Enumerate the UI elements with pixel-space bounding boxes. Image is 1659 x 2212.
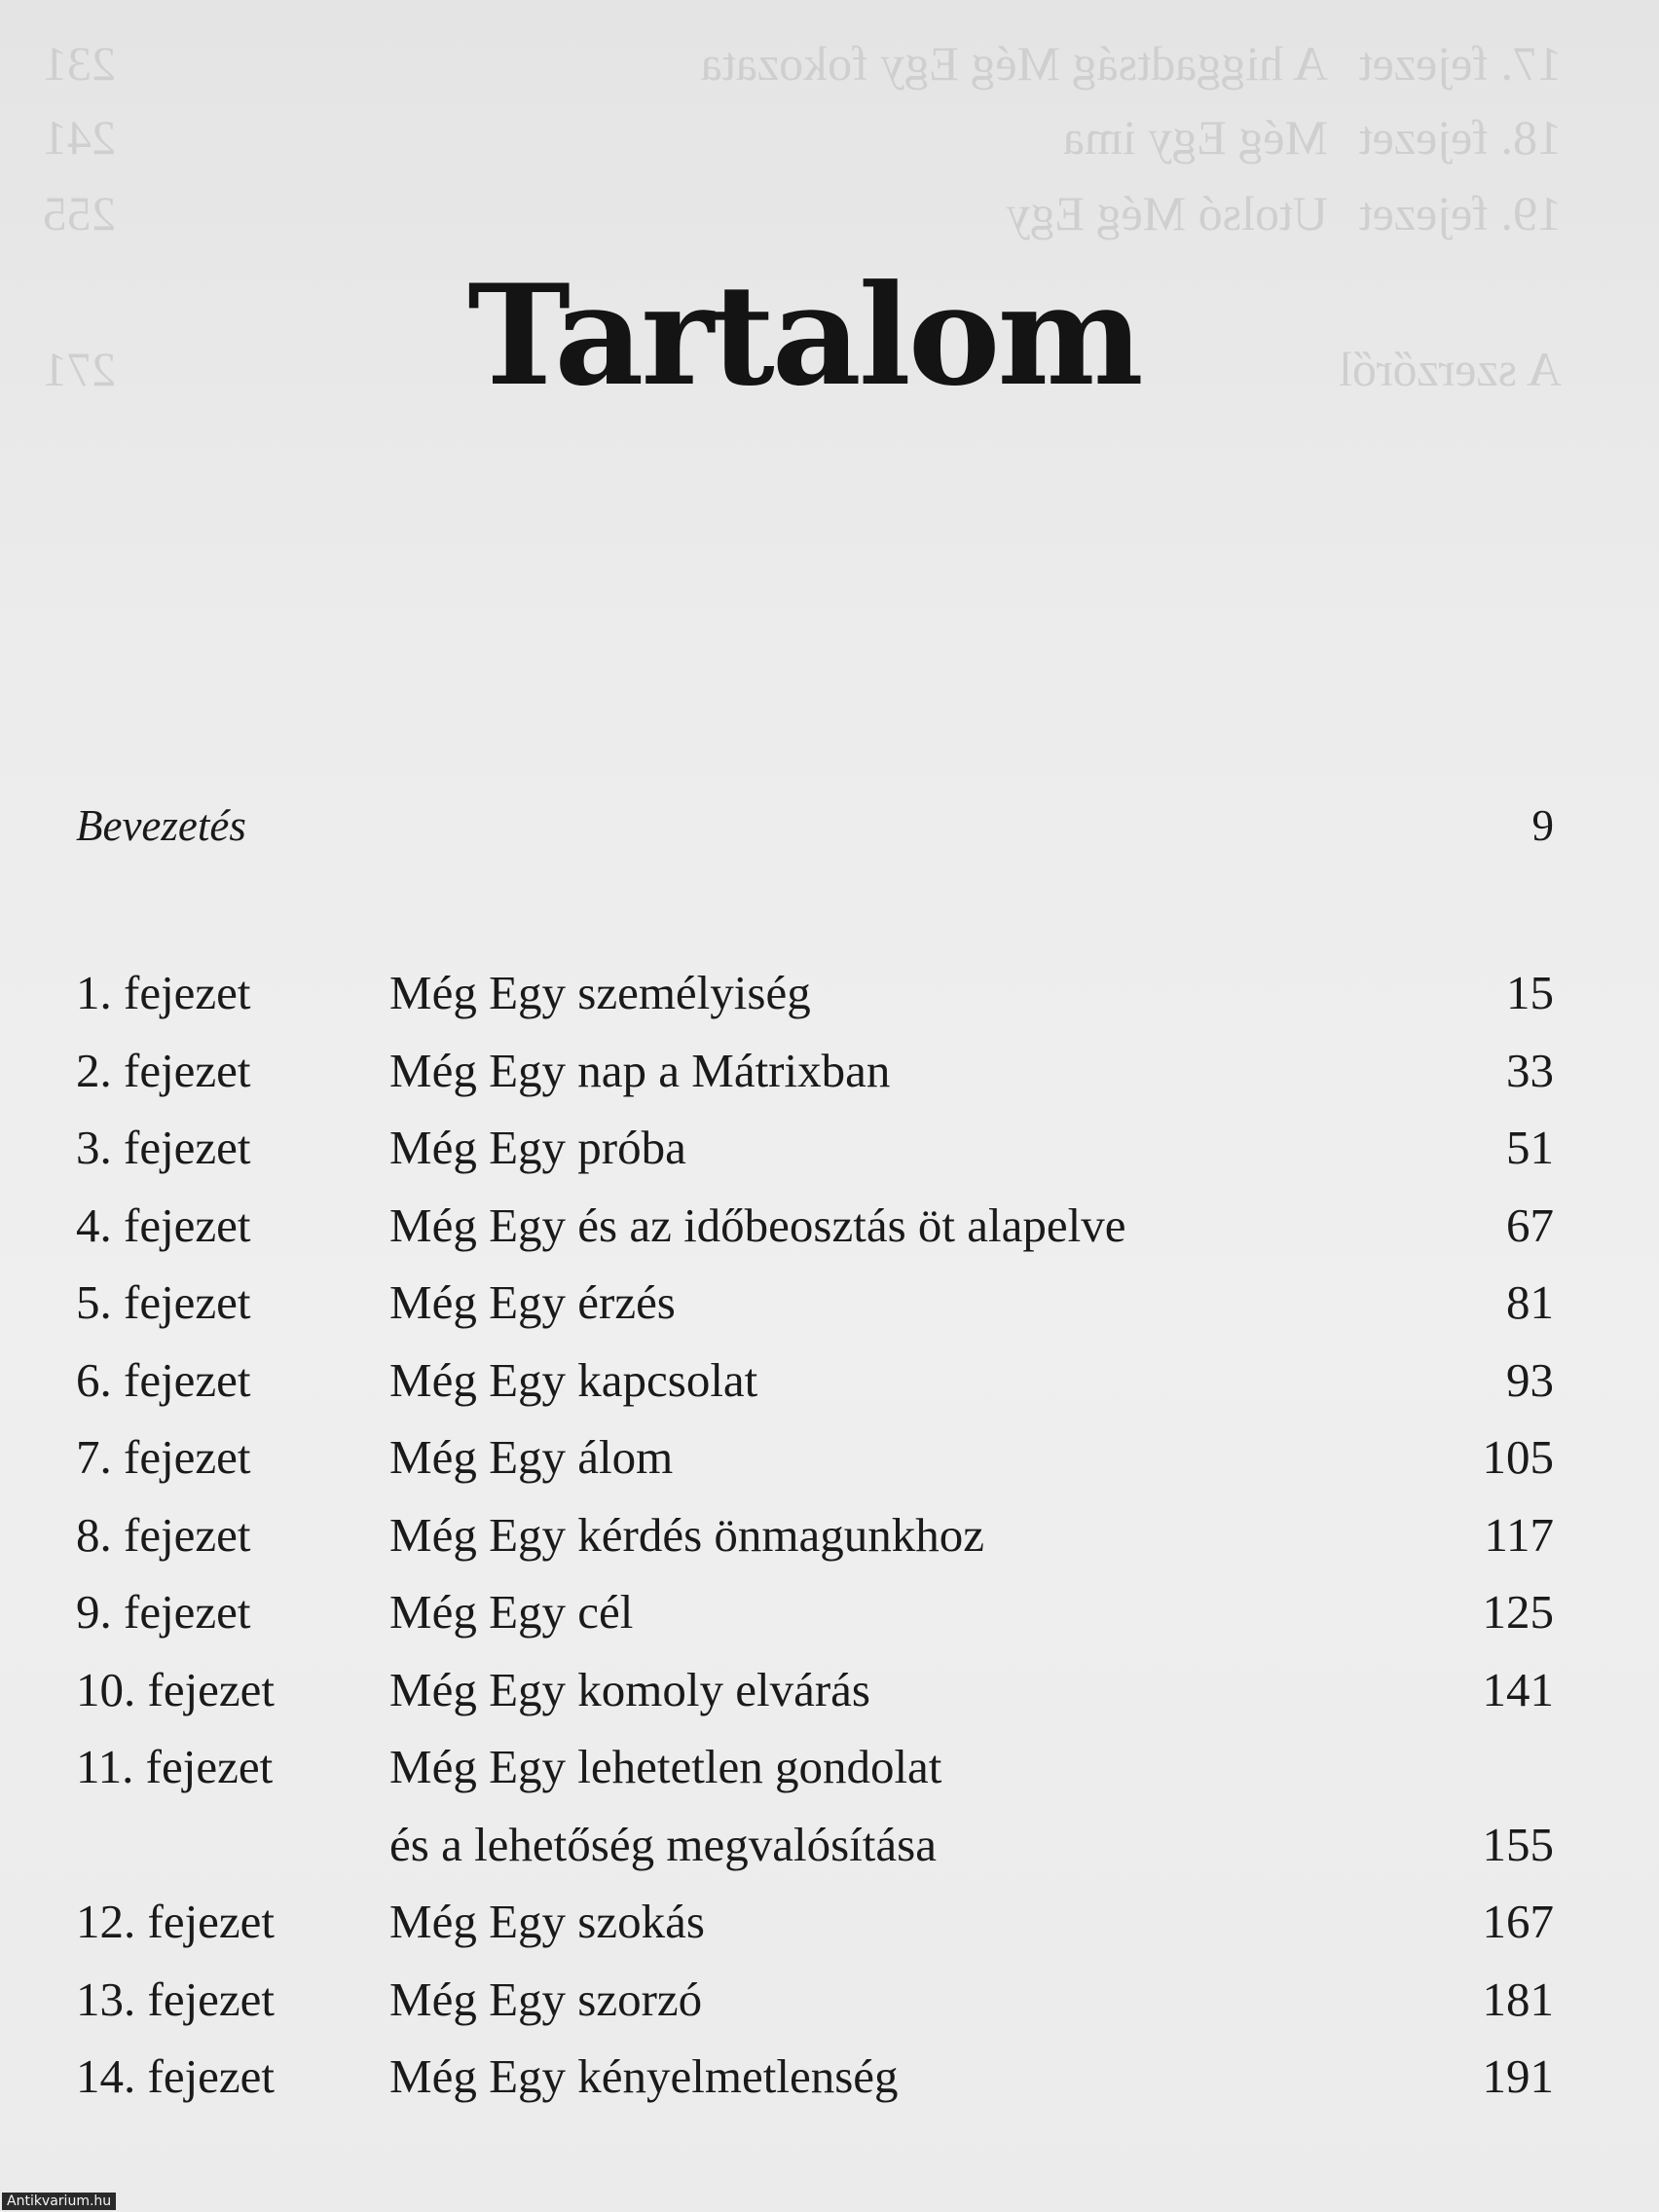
- chapter-number: 12. fejezet: [76, 1895, 276, 1948]
- chapter-title: Még Egy és az időbeosztás öt alapelve: [389, 1198, 1126, 1252]
- chapter-number: 8. fejezet: [76, 1507, 251, 1562]
- chapter-title: Még Egy álom: [389, 1430, 674, 1484]
- toc-row: [76, 1342, 1554, 1419]
- page-number: 191: [1482, 2049, 1554, 2103]
- chapter-number: 10. fejezet: [76, 1662, 276, 1716]
- chapter-number: 4. fejezet: [76, 1198, 251, 1252]
- toc-row: [76, 1187, 1554, 1265]
- chapter-title: Még Egy nap a Mátrixban: [389, 1043, 891, 1097]
- chapter-number: 5. fejezet: [76, 1275, 251, 1329]
- chapter-title: Még Egy kérdés önmagunkhoz: [389, 1507, 984, 1562]
- chapter-number: 14. fejezet: [76, 2049, 276, 2103]
- intro-page-number: 9: [1531, 801, 1554, 850]
- toc-row: [76, 1109, 1554, 1187]
- page-number: 67: [1506, 1198, 1554, 1252]
- chapter-number: 9. fejezet: [76, 1585, 251, 1639]
- chapter-title: Még Egy lehetetlen gondolat: [389, 1740, 942, 1793]
- chapter-title: Még Egy kényelmetlenség: [389, 2049, 899, 2103]
- toc-row: [76, 2038, 1554, 2116]
- book-page: 17. fejezet A higgadtság Még Egy fokozata 231 18. fejezet Még Egy ima 241 19. fejezet Utolsó Még Egy 255 A szerzőről 271 Tartalom Bevezetés 9 1. fejezet Még Egy személyiség 15 2. fejezet Még Egy nap a Mátrixban 33 3. fejezet Még Egy próba 51 4. fejezet Még Egy és az időbeosztás öt alapelve 67 5. fejezet Még Egy érzés 81 6. fejezet Még Egy kapcsolat 93 7. fejezet Még Egy álom 105 8. fejezet Még Egy kérdés önmagunkhoz 117 9. fejezet Még Egy cél 125 10. fejezet Még Egy komoly elvárás 141 11. fejezet Még Egy lehetetlen gondolat és a lehetőség megvalósítása 155 12. fejezet Még Egy szokás 167 13. fejezet Még Egy szorzó 181 14. fejezet Még Egy kényelmetlenség 191 Antikvarium.hu: [0, 0, 1659, 2212]
- toc-intro-row: [76, 800, 1554, 868]
- page-number: 15: [1506, 966, 1554, 1019]
- chapter-number: 1. fejezet: [76, 966, 251, 1019]
- page-number: 141: [1482, 1662, 1554, 1716]
- chapter-title: Még Egy szokás: [389, 1895, 705, 1948]
- table-of-contents: [76, 954, 1554, 2116]
- toc-row-continuation: [76, 1806, 1554, 1884]
- toc-row: [76, 1419, 1554, 1496]
- chapter-title: Még Egy próba: [389, 1121, 686, 1174]
- toc-row: [76, 1573, 1554, 1651]
- page-number: 81: [1506, 1275, 1554, 1329]
- page-number: 117: [1484, 1507, 1554, 1562]
- chapter-title: Még Egy komoly elvárás: [389, 1662, 870, 1716]
- toc-row: [76, 1728, 1554, 1806]
- chapter-number: 13. fejezet: [76, 1972, 276, 2026]
- page-number: 155: [1482, 1817, 1554, 1871]
- page-number: 33: [1506, 1043, 1554, 1097]
- watermark: Antikvarium.hu: [2, 2193, 116, 2210]
- page-title: Tartalom: [467, 255, 1141, 417]
- toc-row: [76, 1651, 1554, 1729]
- chapter-title: Még Egy kapcsolat: [389, 1352, 758, 1407]
- page-number: 93: [1506, 1352, 1554, 1407]
- toc-row: [76, 1264, 1554, 1342]
- intro-label: Bevezetés: [76, 801, 246, 850]
- chapter-number: 3. fejezet: [76, 1121, 251, 1174]
- chapter-number: 7. fejezet: [76, 1430, 251, 1484]
- chapter-title: Még Egy cél: [389, 1585, 634, 1639]
- toc-row: [76, 1961, 1554, 2039]
- chapter-title: és a lehetőség megvalósítása: [389, 1817, 937, 1871]
- toc-row: [76, 1883, 1554, 1961]
- page-number: 167: [1482, 1895, 1554, 1948]
- chapter-number: 2. fejezet: [76, 1043, 251, 1097]
- page-number: 181: [1482, 1972, 1554, 2026]
- chapter-title: Még Egy személyiség: [389, 966, 811, 1019]
- page-number: 51: [1506, 1121, 1554, 1174]
- chapter-number: 11. fejezet: [76, 1740, 274, 1793]
- chapter-title: Még Egy érzés: [389, 1275, 676, 1329]
- chapter-title: Még Egy szorzó: [389, 1972, 703, 2026]
- toc-row: [76, 954, 1554, 1032]
- page-number: 105: [1482, 1430, 1554, 1484]
- page-number: 125: [1482, 1585, 1554, 1639]
- chapter-number: 6. fejezet: [76, 1352, 251, 1407]
- toc-row: [76, 1496, 1554, 1574]
- toc-row: [76, 1032, 1554, 1110]
